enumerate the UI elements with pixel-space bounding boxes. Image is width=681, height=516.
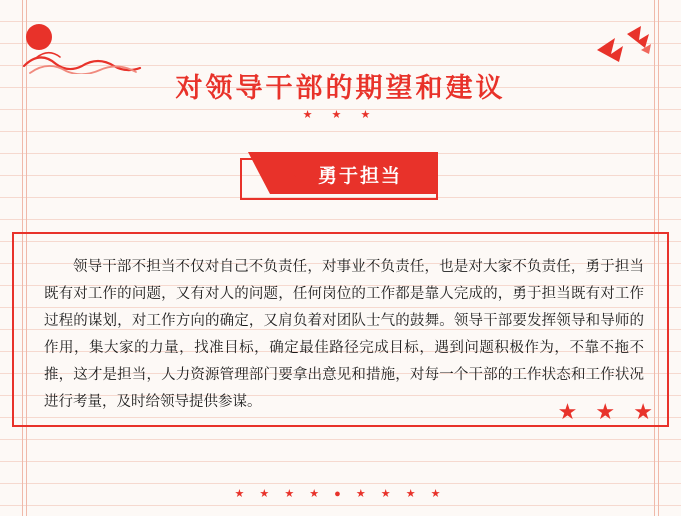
body-paragraph: 领导干部不担当不仅对自己不负责任，对事业不负责任，也是对大家不负责任，勇于担当既有对工作的问题，又有对人的问题，任何岗位的工作都是靠人完成的，勇于担当既有对工作过程的谋划，对工作方向的确定，又肩负着对团队士气的鼓舞。领导干部要发挥领导和导师的作用，集大家的力量，找准目标，确定最佳路径完成目标，遇到问题积极作为，不靠不拖不推，这才是担当，人力资源管理部门要拿出意见和措施，对每一个干部的工作状态和工作状况进行考量，及时给领导提供参谋。 <box>44 259 644 410</box>
bottom-star-decoration: ★ ★ ★ ★ ● ★ ★ ★ ★ <box>234 488 447 500</box>
section-number: 一 <box>276 168 296 190</box>
title-star-divider: ★ ★ ★ <box>302 109 379 121</box>
page-title: 对领导干部的期望和建议 <box>175 73 506 103</box>
corner-star-decoration: ★ ★ ★ <box>557 399 659 424</box>
flying-birds-icon <box>589 20 659 70</box>
content-box <box>12 232 669 427</box>
section-banner <box>240 158 440 202</box>
section-label: 勇于担当 <box>318 166 403 187</box>
